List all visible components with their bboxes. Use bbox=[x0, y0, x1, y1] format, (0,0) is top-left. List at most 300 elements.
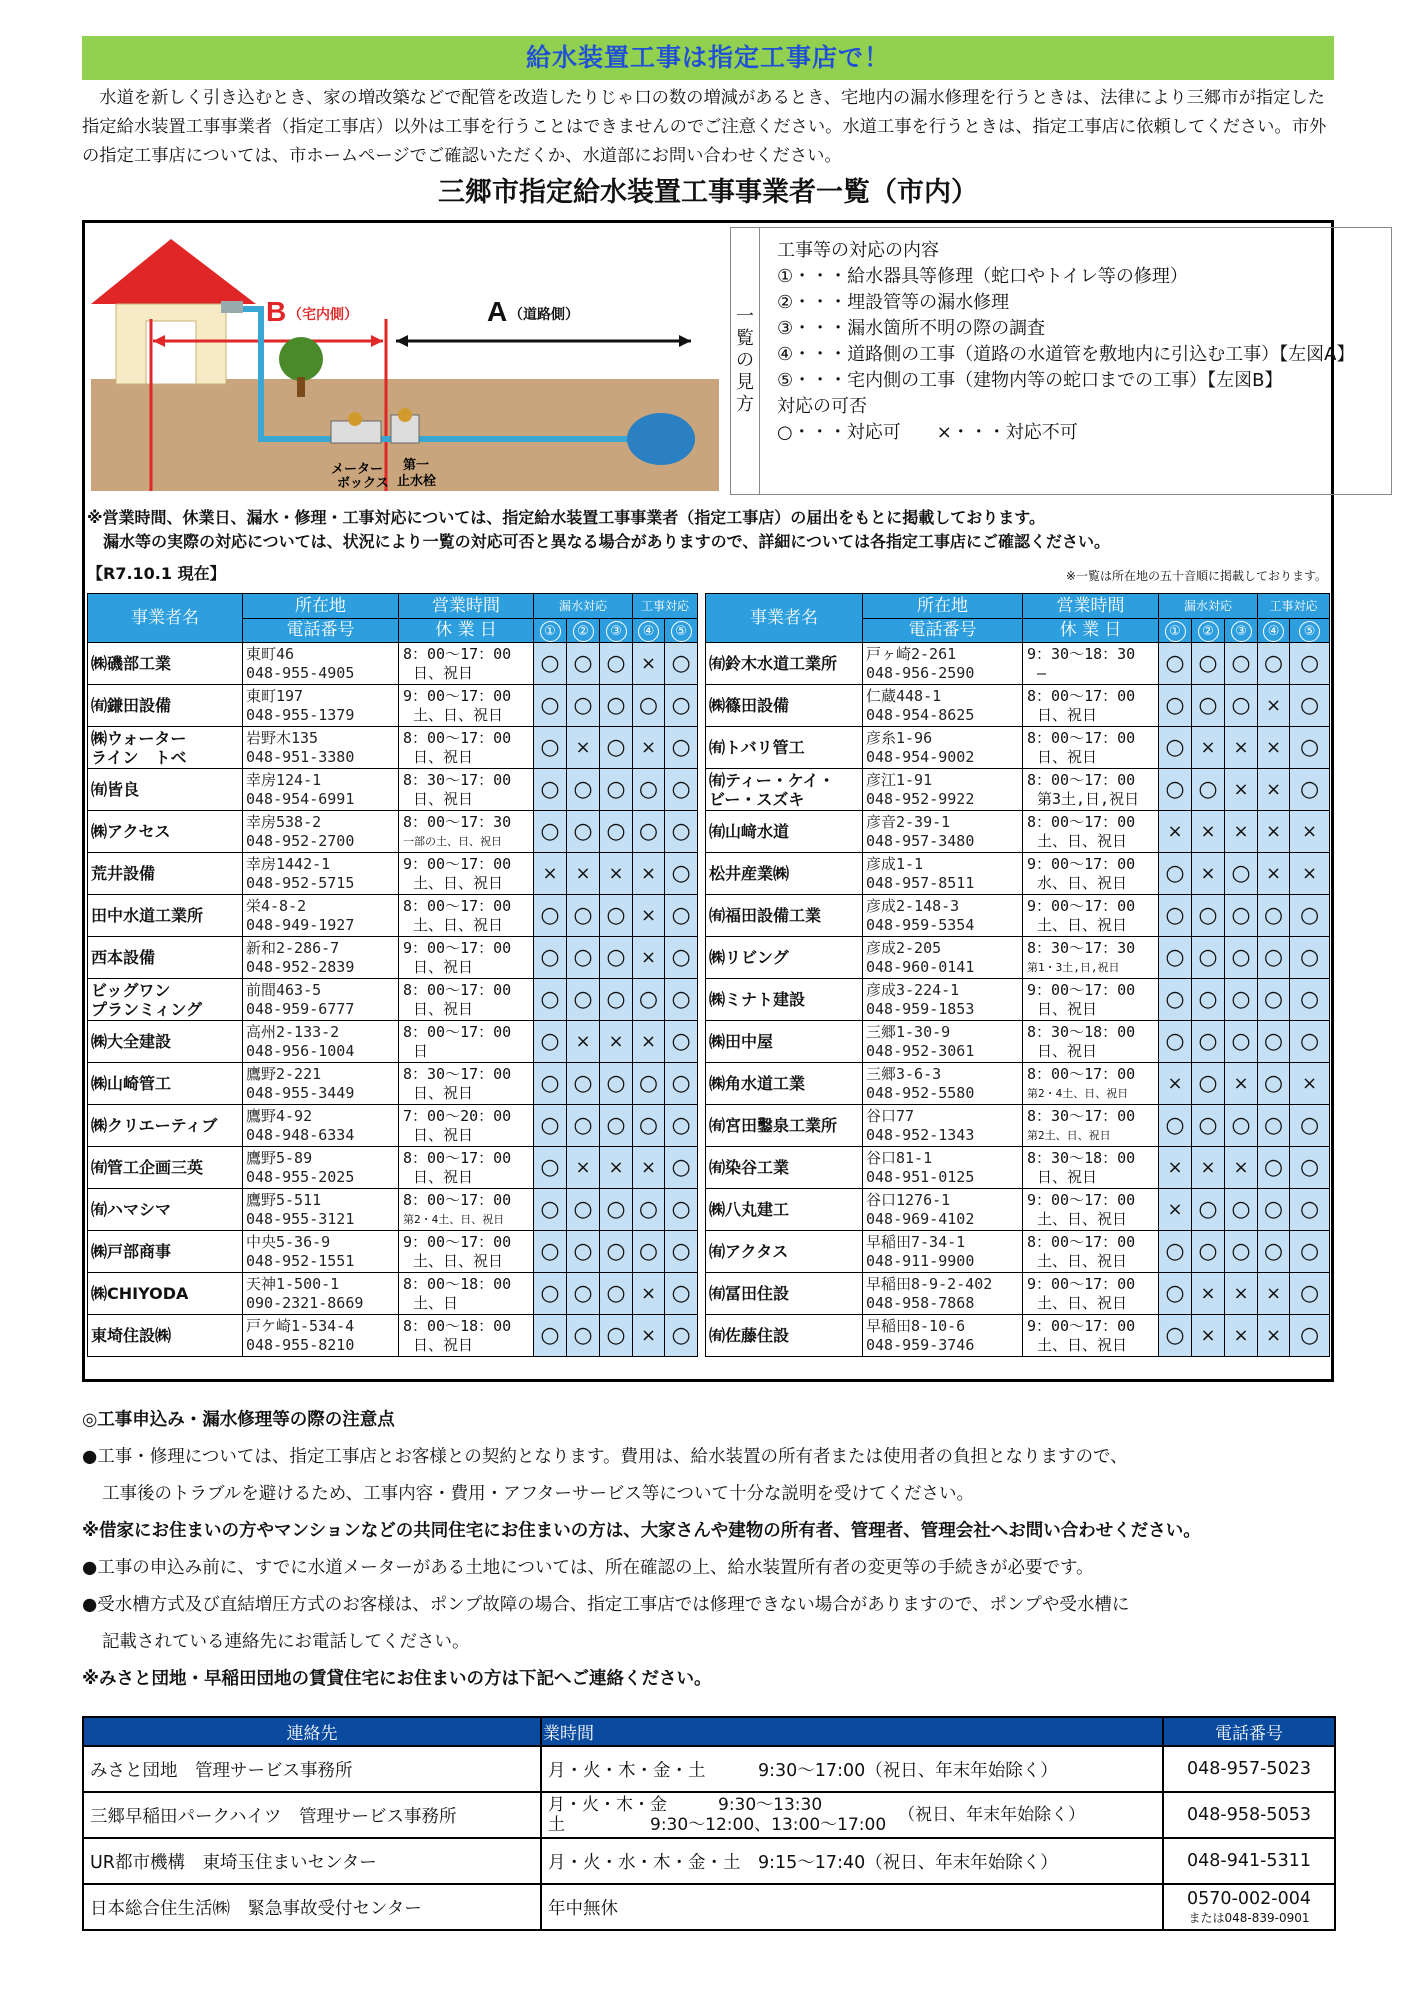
support-mark: ○ bbox=[633, 1063, 665, 1105]
contractor-name: ㈱篠田設備 bbox=[706, 685, 863, 727]
contractor-name: ㈱ミナト建設 bbox=[706, 979, 863, 1021]
support-mark: ○ bbox=[1159, 1021, 1192, 1063]
support-mark: ○ bbox=[1258, 1189, 1290, 1231]
contractor-address: 岩野木135 048-951-3380 bbox=[243, 727, 399, 769]
table-row bbox=[706, 1021, 1330, 1063]
support-mark: ○ bbox=[600, 685, 633, 727]
support-mark: ○ bbox=[567, 1189, 600, 1231]
contractor-hours: 7：00～20：00 日、祝日 bbox=[399, 1105, 534, 1147]
support-mark: ○ bbox=[1290, 1231, 1330, 1273]
contractor-address: 谷口1276-1 048-969-4102 bbox=[863, 1189, 1023, 1231]
contractor-address: 鷹野2-221 048-955-3449 bbox=[243, 1063, 399, 1105]
support-mark: × bbox=[567, 727, 600, 769]
contractor-name: ㈲宮田鑿泉工業所 bbox=[706, 1105, 863, 1147]
contractor-name: ㈲福田設備工業 bbox=[706, 895, 863, 937]
support-mark: ○ bbox=[1290, 685, 1330, 727]
contractor-address: 幸房1442-1 048-952-5715 bbox=[243, 853, 399, 895]
support-mark: ○ bbox=[1225, 685, 1258, 727]
legend-body: 工事等の対応の内容 ①・・・給水器具等修理（蛇口やトイレ等の修理） ②・・・埋設管等の漏水修理 ③・・・漏水箇所不明の際の調査 ④・・・道路側の工事（道路の水道管を敷地内に引込む工事）【左図A】 ⑤・・・宅内側の工事（建物内等の蛇口までの工事）【左図B】 対応の可否 ○・・・対応可 ×・・・対応不可 bbox=[777, 240, 1355, 443]
support-mark: ○ bbox=[600, 769, 633, 811]
support-mark: ○ bbox=[1290, 643, 1330, 685]
support-mark: × bbox=[534, 853, 567, 895]
contractor-address: 幸房124-1 048-954-6991 bbox=[243, 769, 399, 811]
sort-note: ※一覧は所在地の五十音順に掲載しております。 bbox=[1065, 569, 1327, 583]
contractor-hours: 8：00～17：00 第3土,日,祝日 bbox=[1023, 769, 1159, 811]
support-mark: ○ bbox=[600, 1189, 633, 1231]
support-mark: ○ bbox=[1225, 895, 1258, 937]
contractor-address: 高州2-133-2 048-956-1004 bbox=[243, 1021, 399, 1063]
svg-text:メーター: メーター bbox=[331, 462, 384, 477]
support-mark: × bbox=[633, 853, 665, 895]
support-mark: × bbox=[600, 1021, 633, 1063]
contractor-name: ㈱八丸建工 bbox=[706, 1189, 863, 1231]
table-row bbox=[706, 1147, 1330, 1189]
contractor-address: 谷口81-1 048-951-0125 bbox=[863, 1147, 1023, 1189]
contractor-hours: 9：00～17：00 土、日、祝日 bbox=[1023, 1189, 1159, 1231]
support-mark: ○ bbox=[1159, 769, 1192, 811]
support-mark: × bbox=[1192, 853, 1225, 895]
contractor-hours: 8：00～17：00 土、日、祝日 bbox=[1023, 811, 1159, 853]
support-mark: ○ bbox=[633, 685, 665, 727]
support-mark: ○ bbox=[665, 769, 698, 811]
as-of-date: 【R7.10.1 現在】 bbox=[87, 564, 226, 583]
support-mark: ○ bbox=[1225, 1021, 1258, 1063]
support-mark: × bbox=[1225, 1147, 1258, 1189]
table-row bbox=[706, 1231, 1330, 1273]
support-mark: ○ bbox=[1258, 1063, 1290, 1105]
support-mark: ○ bbox=[1225, 1189, 1258, 1231]
support-mark: ○ bbox=[665, 1105, 698, 1147]
support-mark: ○ bbox=[665, 1273, 698, 1315]
faucet-icon bbox=[221, 301, 243, 313]
svg-text:ボックス: ボックス bbox=[337, 476, 389, 491]
support-mark: ○ bbox=[534, 979, 567, 1021]
support-mark: × bbox=[1192, 1273, 1225, 1315]
support-mark: ○ bbox=[1258, 1147, 1290, 1189]
support-mark: ○ bbox=[665, 643, 698, 685]
contractor-hours: 8：30～17：00 日、祝日 bbox=[399, 769, 534, 811]
support-mark: × bbox=[1258, 769, 1290, 811]
support-mark: ○ bbox=[567, 895, 600, 937]
support-mark: × bbox=[633, 1147, 665, 1189]
contractor-address: 天神1-500-1 090-2321-8669 bbox=[243, 1273, 399, 1315]
contractor-address: 彦江1-91 048-952-9922 bbox=[863, 769, 1023, 811]
contractor-address: 新和2-286-7 048-952-2839 bbox=[243, 937, 399, 979]
contractor-name: ㈲染谷工業 bbox=[706, 1147, 863, 1189]
support-mark: × bbox=[1290, 811, 1330, 853]
table-row bbox=[88, 1063, 698, 1105]
contractor-hours: 9：00～17：00 土、日、祝日 bbox=[399, 1231, 534, 1273]
support-mark: × bbox=[1159, 1189, 1192, 1231]
table-row bbox=[706, 685, 1330, 727]
contractor-name: ㈱山崎管工 bbox=[88, 1063, 243, 1105]
support-mark: ○ bbox=[665, 1189, 698, 1231]
contractor-name: ㈲トバリ管工 bbox=[706, 727, 863, 769]
contractor-address: 栄4-8-2 048-949-1927 bbox=[243, 895, 399, 937]
support-mark: ○ bbox=[633, 1105, 665, 1147]
contractor-hours: 9：00～17：00 水、日、祝日 bbox=[1023, 853, 1159, 895]
contractor-name: 西本設備 bbox=[88, 937, 243, 979]
support-mark: ○ bbox=[633, 1189, 665, 1231]
support-mark: ○ bbox=[600, 1315, 633, 1357]
support-mark: × bbox=[1258, 811, 1290, 853]
support-mark: ○ bbox=[1192, 979, 1225, 1021]
support-mark: ○ bbox=[600, 1105, 633, 1147]
contractor-name: ㈱ウォーター ライン トベ bbox=[88, 727, 243, 769]
table-row bbox=[706, 895, 1330, 937]
support-mark: ○ bbox=[600, 937, 633, 979]
table-row bbox=[88, 853, 698, 895]
support-mark: ○ bbox=[1192, 1063, 1225, 1105]
support-mark: ○ bbox=[1258, 979, 1290, 1021]
table-row bbox=[88, 1021, 698, 1063]
contractor-address: 谷口77 048-952-1343 bbox=[863, 1105, 1023, 1147]
support-mark: × bbox=[633, 937, 665, 979]
contractor-name: ㈱クリエーティブ bbox=[88, 1105, 243, 1147]
table-row bbox=[706, 1189, 1330, 1231]
support-mark: ○ bbox=[1290, 1189, 1330, 1231]
table-row bbox=[706, 811, 1330, 853]
support-mark: ○ bbox=[1258, 895, 1290, 937]
contractor-address: 幸房538-2 048-952-2700 bbox=[243, 811, 399, 853]
contractor-name: 東埼住設㈱ bbox=[88, 1315, 243, 1357]
legend-box bbox=[730, 227, 1392, 495]
table-row bbox=[88, 685, 698, 727]
support-mark: ○ bbox=[1258, 643, 1290, 685]
contractor-address: 戸ケ崎1-534-4 048-955-8210 bbox=[243, 1315, 399, 1357]
support-mark: ○ bbox=[534, 1063, 567, 1105]
contractor-address: 中央5-36-9 048-952-1551 bbox=[243, 1231, 399, 1273]
contractor-name: ㈲冨田住設 bbox=[706, 1273, 863, 1315]
contractor-hours: 9：00～17：00 土、日、祝日 bbox=[1023, 1273, 1159, 1315]
contractor-hours: 9：00～17：00 土、日、祝日 bbox=[399, 853, 534, 895]
support-mark: ○ bbox=[1225, 1231, 1258, 1273]
support-mark: ○ bbox=[1192, 1231, 1225, 1273]
support-mark: ○ bbox=[665, 937, 698, 979]
housing-contacts-table: 連絡先 業時間 電話番号 みさと団地 管理サービス事務所 月・火・木・金・土 9:30～17:00（祝日、年末年始除く） 048-957-5023 三郷早稲田パークハイツ 管理サービス事務所 月・火・木・金 9:30～13:30 土 9:30～12:00、13:00～17:00 （祝日、年末年始除く） 048-958-5053 UR都市機構 東埼玉住まいセンター 月・火・水・木・金・土 9:15～17:40（祝日、年末年始除く） 048-941-5311 日本総合住生活㈱ 緊急事故受付センター 年中無休 0570-002-004 または048-839-0901 bbox=[82, 1716, 1336, 1931]
support-mark: ○ bbox=[534, 1189, 567, 1231]
support-mark: ○ bbox=[1159, 1315, 1192, 1357]
contractor-address: 鷹野5-89 048-955-2025 bbox=[243, 1147, 399, 1189]
support-mark: ○ bbox=[567, 1231, 600, 1273]
contractor-table-right: 事業者名 所在地 営業時間 漏水対応 工事対応 電話番号 休 業 日 ① ② ③ ④ ⑤ ㈲鈴木水道工業所 戸ヶ崎2-261 048-956-2590 9：30～18：30 ― ○ ○ ○ ○ ○ ㈱篠田設備 仁蔵448-1 048-954-8625 8：00～17：00 日、祝日 ○ ○ ○ × ○ ㈲トバリ管工 彦糸1-96 048-954-9002 8：00～17：00 日、祝日 ○ × × × ○ ㈲ティー・ケイ・ ビー・スズキ 彦江1-91 048-952-9922 8：00～17：00 第3土,日,祝日 ○ ○ × × ○ ㈲山﨑水道 彦音2-39-1 048-957-3480 8：00～17：00 土、日、祝日 × × × × × 松井産業㈱ 彦成1-1 048-957-8511 9：00～17：00 水、日、祝日 ○ × ○ × × ㈲福田設備工業 彦成2-148-3 048-959-5354 9：00～17：00 土、日、祝日 ○ ○ ○ ○ ○ ㈱リビング 彦成2-205 048-960-0141 8：30～17：30 第1・3土,日,祝日 ○ ○ ○ ○ ○ ㈱ミナト建設 彦成3-224-1 048-959-1853 9：00～17：00 日、祝日 ○ ○ ○ ○ ○ ㈱田中屋 三郷1-30-9 048-952-3061 8：30～18：00 日、祝日 ○ ○ ○ ○ ○ ㈱角水道工業 三郷3-6-3 048-952-5580 8：00～17：00 第2・4土、日、祝日 × ○ × ○ × ㈲宮田鑿泉工業所 谷口77 048-952-1343 8：30～17：00 第2土、日、祝日 ○ ○ ○ ○ ○ ㈲染谷工業 谷口81-1 048-951-0125 8：30～18：00 日、祝日 × × × ○ ○ ㈱八丸建工 谷口1276-1 048-969-4102 9：00～17：00 土、日、祝日 × ○ ○ ○ ○ ㈲アクタス 早稲田7-34-1 048-911-9900 8：00～17：00 土、日、祝日 ○ ○ ○ ○ ○ ㈲冨田住設 早稲田8-9-2-402 048-958-7868 9：00～17：00 土、日、祝日 ○ × × × ○ ㈲佐藤住設 早稲田8-10-6 048-959-3746 9：00～17：00 土、日、祝日 ○ × × × ○ bbox=[705, 593, 1330, 1357]
contractor-hours: 8：00～17：00 日、祝日 bbox=[399, 1147, 534, 1189]
table-row bbox=[88, 1231, 698, 1273]
contractor-hours: 8：00～18：00 土、日 bbox=[399, 1273, 534, 1315]
contractor-address: 彦成2-148-3 048-959-5354 bbox=[863, 895, 1023, 937]
contractor-name: ㈱戸部商事 bbox=[88, 1231, 243, 1273]
support-mark: ○ bbox=[1225, 979, 1258, 1021]
contractor-list-panel bbox=[82, 220, 1355, 1382]
contractor-hours: 8：00～17：00 日 bbox=[399, 1021, 534, 1063]
contractor-hours: 8：00～17：30 一部の土、日、祝日 bbox=[399, 811, 534, 853]
support-mark: ○ bbox=[665, 685, 698, 727]
table-row: 三郷早稲田パークハイツ 管理サービス事務所 月・火・木・金 9:30～13:30 土 9:30～12:00、13:00～17:00 （祝日、年末年始除く） 048-958-5053 bbox=[83, 1792, 1335, 1838]
support-mark: ○ bbox=[665, 1231, 698, 1273]
contractor-address: 彦成1-1 048-957-8511 bbox=[863, 853, 1023, 895]
support-mark: ○ bbox=[534, 1105, 567, 1147]
contractor-address: 東町46 048-955-4905 bbox=[243, 643, 399, 685]
support-mark: × bbox=[1258, 853, 1290, 895]
contractor-address: 鷹野4-92 048-948-6334 bbox=[243, 1105, 399, 1147]
support-mark: ○ bbox=[1159, 727, 1192, 769]
support-mark: ○ bbox=[1225, 1105, 1258, 1147]
contractor-address: 三郷3-6-3 048-952-5580 bbox=[863, 1063, 1023, 1105]
label-b: B bbox=[266, 296, 287, 327]
support-mark: ○ bbox=[534, 643, 567, 685]
support-mark: × bbox=[1258, 727, 1290, 769]
support-mark: × bbox=[567, 1021, 600, 1063]
support-mark: × bbox=[600, 853, 633, 895]
support-mark: ○ bbox=[1290, 1273, 1330, 1315]
support-mark: × bbox=[633, 895, 665, 937]
contractor-hours: 8：00～17：00 第2・4土、日、祝日 bbox=[1023, 1063, 1159, 1105]
support-mark: × bbox=[1192, 1147, 1225, 1189]
support-mark: ○ bbox=[600, 643, 633, 685]
support-mark: ○ bbox=[1290, 1147, 1330, 1189]
support-mark: ○ bbox=[1258, 1231, 1290, 1273]
contractor-name: 荒井設備 bbox=[88, 853, 243, 895]
support-mark: ○ bbox=[600, 895, 633, 937]
support-mark: ○ bbox=[1159, 979, 1192, 1021]
table-row bbox=[88, 643, 698, 685]
support-mark: ○ bbox=[567, 811, 600, 853]
contractor-hours: 8：30～17：00 第2土、日、祝日 bbox=[1023, 1105, 1159, 1147]
list-title: 三郷市指定給水装置工事事業者一覧（市内） bbox=[438, 177, 978, 208]
support-mark: × bbox=[1159, 1147, 1192, 1189]
table-row bbox=[706, 727, 1330, 769]
support-mark: × bbox=[1258, 1315, 1290, 1357]
support-mark: ○ bbox=[567, 1063, 600, 1105]
support-mark: ○ bbox=[665, 1063, 698, 1105]
support-mark: ○ bbox=[665, 979, 698, 1021]
label-a: A bbox=[487, 296, 508, 327]
support-mark: ○ bbox=[633, 1231, 665, 1273]
support-mark: ○ bbox=[1225, 643, 1258, 685]
contractor-name: ビッグワン プランミィング bbox=[88, 979, 243, 1021]
contractor-address: 早稲田8-10-6 048-959-3746 bbox=[863, 1315, 1023, 1357]
support-mark: ○ bbox=[534, 1147, 567, 1189]
support-mark: × bbox=[633, 643, 665, 685]
support-mark: ○ bbox=[600, 1231, 633, 1273]
contractor-name: ㈱CHIYODA bbox=[88, 1273, 243, 1315]
support-mark: ○ bbox=[1159, 685, 1192, 727]
support-mark: × bbox=[600, 1147, 633, 1189]
contractor-hours: 8：00～18：00 日、祝日 bbox=[399, 1315, 534, 1357]
support-mark: ○ bbox=[1258, 937, 1290, 979]
contractor-hours: 9：00～17：00 土、日、祝日 bbox=[1023, 1315, 1159, 1357]
contractor-address: 戸ヶ崎2-261 048-956-2590 bbox=[863, 643, 1023, 685]
support-mark: ○ bbox=[1290, 1105, 1330, 1147]
support-mark: ○ bbox=[1290, 769, 1330, 811]
support-mark: ○ bbox=[534, 769, 567, 811]
support-mark: ○ bbox=[534, 685, 567, 727]
support-mark: × bbox=[1225, 1273, 1258, 1315]
table-row bbox=[706, 853, 1330, 895]
table-row bbox=[88, 1105, 698, 1147]
support-mark: ○ bbox=[665, 727, 698, 769]
contractor-hours: 8：00～17：00 土、日、祝日 bbox=[1023, 1231, 1159, 1273]
contractor-hours: 9：00～17：00 土、日、祝日 bbox=[1023, 895, 1159, 937]
contractor-name: ㈲管工企画三英 bbox=[88, 1147, 243, 1189]
support-mark: ○ bbox=[567, 937, 600, 979]
contractor-name: ㈲アクタス bbox=[706, 1231, 863, 1273]
table-row bbox=[706, 769, 1330, 811]
support-mark: ○ bbox=[1159, 643, 1192, 685]
support-mark: × bbox=[1192, 811, 1225, 853]
support-mark: ○ bbox=[1159, 853, 1192, 895]
table-row: 日本総合住生活㈱ 緊急事故受付センター 年中無休 0570-002-004 または048-839-0901 bbox=[83, 1884, 1335, 1930]
contractor-name: ㈲鈴木水道工業所 bbox=[706, 643, 863, 685]
table-row bbox=[88, 727, 698, 769]
support-mark: × bbox=[1225, 727, 1258, 769]
support-mark: ○ bbox=[1225, 937, 1258, 979]
contractor-name: ㈱磯部工業 bbox=[88, 643, 243, 685]
support-mark: ○ bbox=[1192, 937, 1225, 979]
banner-title: 給水装置工事は指定工事店で！ bbox=[525, 43, 890, 72]
support-mark: ○ bbox=[600, 1273, 633, 1315]
contractor-name: ㈲ハマシマ bbox=[88, 1189, 243, 1231]
support-mark: ○ bbox=[534, 1315, 567, 1357]
table-row bbox=[88, 1147, 698, 1189]
contractor-hours: 8：00～17：00 日、祝日 bbox=[1023, 685, 1159, 727]
table-row bbox=[706, 1063, 1330, 1105]
support-mark: ○ bbox=[1290, 1315, 1330, 1357]
support-mark: × bbox=[567, 853, 600, 895]
support-mark: ○ bbox=[567, 643, 600, 685]
contractor-address: 東町197 048-955-1379 bbox=[243, 685, 399, 727]
support-mark: ○ bbox=[1159, 1231, 1192, 1273]
support-mark: ○ bbox=[600, 727, 633, 769]
contractor-name: ㈱大全建設 bbox=[88, 1021, 243, 1063]
support-mark: ○ bbox=[1225, 853, 1258, 895]
support-mark: × bbox=[1192, 1315, 1225, 1357]
support-mark: ○ bbox=[1290, 895, 1330, 937]
support-mark: × bbox=[1225, 1063, 1258, 1105]
contractor-address: 彦成3-224-1 048-959-1853 bbox=[863, 979, 1023, 1021]
table-row bbox=[88, 811, 698, 853]
table-row bbox=[706, 1273, 1330, 1315]
support-mark: ○ bbox=[1159, 895, 1192, 937]
house-piping-illustration bbox=[91, 229, 719, 491]
support-mark: ○ bbox=[1159, 937, 1192, 979]
contractor-hours: 9：00～17：00 土、日、祝日 bbox=[399, 685, 534, 727]
contractor-name: ㈲山﨑水道 bbox=[706, 811, 863, 853]
support-mark: ○ bbox=[534, 1273, 567, 1315]
support-mark: × bbox=[1290, 853, 1330, 895]
contractor-address: 三郷1-30-9 048-952-3061 bbox=[863, 1021, 1023, 1063]
table-row bbox=[706, 643, 1330, 685]
support-mark: ○ bbox=[1192, 685, 1225, 727]
contractor-address: 前間463-5 048-959-6777 bbox=[243, 979, 399, 1021]
contractor-address: 鷹野5-511 048-955-3121 bbox=[243, 1189, 399, 1231]
support-mark: ○ bbox=[1192, 1021, 1225, 1063]
legend-side-label: 一 覧 の 見 方 bbox=[731, 228, 760, 494]
support-mark: ○ bbox=[665, 811, 698, 853]
contractor-name: ㈱角水道工業 bbox=[706, 1063, 863, 1105]
support-mark: ○ bbox=[1290, 1021, 1330, 1063]
support-mark: ○ bbox=[665, 1147, 698, 1189]
support-mark: ○ bbox=[600, 1063, 633, 1105]
table-row bbox=[88, 1315, 698, 1357]
support-mark: ○ bbox=[1258, 1105, 1290, 1147]
table-row bbox=[706, 1315, 1330, 1357]
table-row bbox=[88, 1273, 698, 1315]
support-mark: ○ bbox=[534, 1021, 567, 1063]
support-mark: × bbox=[633, 1273, 665, 1315]
contractor-name: 松井産業㈱ bbox=[706, 853, 863, 895]
support-mark: × bbox=[1225, 769, 1258, 811]
contractor-hours: 8：30～17：30 第1・3土,日,祝日 bbox=[1023, 937, 1159, 979]
support-mark: ○ bbox=[1192, 1189, 1225, 1231]
support-mark: ○ bbox=[534, 811, 567, 853]
support-mark: ○ bbox=[567, 1315, 600, 1357]
support-mark: ○ bbox=[567, 685, 600, 727]
support-mark: ○ bbox=[534, 1231, 567, 1273]
support-mark: ○ bbox=[534, 895, 567, 937]
support-mark: ○ bbox=[633, 979, 665, 1021]
support-mark: ○ bbox=[534, 727, 567, 769]
contractor-name: ㈲鎌田設備 bbox=[88, 685, 243, 727]
support-mark: ○ bbox=[665, 853, 698, 895]
contractor-name: ㈲皆良 bbox=[88, 769, 243, 811]
support-mark: ○ bbox=[567, 979, 600, 1021]
contractor-table-left: 事業者名 所在地 営業時間 漏水対応 工事対応 電話番号 休 業 日 ① ② ③ ④ ⑤ ㈱磯部工業 東町46 048-955-4905 8：00～17：00 日、祝日 ○ ○ ○ × ○ ㈲鎌田設備 東町197 048-955-1379 9：00～17：00 土、日、祝日 ○ ○ ○ ○ ○ ㈱ウォーター ライン トベ 岩野木135 048-951-3380 8：00～17：00 日、祝日 ○ × ○ × ○ ㈲皆良 幸房124-1 048-954-6991 8：30～17：00 日、祝日 ○ ○ ○ ○ ○ ㈱アクセス 幸房538-2 048-952-2700 8：00～17：30 一部の土、日、祝日 ○ ○ ○ ○ ○ 荒井設備 幸房1442-1 048-952-5715 9：00～17：00 土、日、祝日 × × × × ○ 田中水道工業所 栄4-8-2 048-949-1927 8：00～17：00 土、日、祝日 ○ ○ ○ × ○ 西本設備 新和2-286-7 048-952-2839 9：00～17：00 日、祝日 ○ ○ ○ × ○ ビッグワン プランミィング 前間463-5 048-959-6777 8：00～17：00 日、祝日 ○ ○ ○ ○ ○ ㈱大全建設 高州2-133-2 048-956-1004 8：00～17：00 日 ○ × × × ○ ㈱山崎管工 鷹野2-221 048-955-3449 8：30～17：00 日、祝日 ○ ○ ○ ○ ○ ㈱クリエーティブ 鷹野4-92 048-948-6334 7：00～20：00 日、祝日 ○ ○ ○ ○ ○ ㈲管工企画三英 鷹野5-89 048-955-2025 8：00～17：00 日、祝日 ○ × × × ○ ㈲ハマシマ 鷹野5-511 048-955-3121 8：00～17：00 第2・4土、日、祝日 ○ ○ ○ ○ ○ ㈱戸部商事 中央5-36-9 048-952-1551 9：00～17：00 土、日、祝日 ○ ○ ○ ○ ○ ㈱CHIYODA 天神1-500-1 090-2321-8669 8：00～18：00 土、日 ○ ○ ○ × ○ 東埼住設㈱ 戸ケ崎1-534-4 048-955-8210 8：00～18：00 日、祝日 ○ ○ ○ × ○ bbox=[87, 593, 698, 1357]
precautions-title: ◎工事申込み・漏水修理等の際の注意点 bbox=[82, 1410, 395, 1430]
support-mark: ○ bbox=[1192, 1105, 1225, 1147]
contractor-name: ㈱リビング bbox=[706, 937, 863, 979]
support-mark: × bbox=[1258, 685, 1290, 727]
support-mark: × bbox=[1192, 727, 1225, 769]
support-mark: × bbox=[1159, 1063, 1192, 1105]
contractor-name: ㈱田中屋 bbox=[706, 1021, 863, 1063]
support-mark: ○ bbox=[1290, 937, 1330, 979]
contractor-address: 彦成2-205 048-960-0141 bbox=[863, 937, 1023, 979]
support-mark: × bbox=[567, 1147, 600, 1189]
support-mark: ○ bbox=[665, 895, 698, 937]
precautions: ◎工事申込み・漏水修理等の際の注意点 ●工事・修理については、指定工事店とお客様との契約となります。費用は、給水装置の所有者または使用者の負担となりますので、 工事後のトラブルを避けるため、工事内容・費用・アフターサービス等について十分な説明を受けてください。 ※借家にお住まいの方やマンションなどの共同住宅にお住まいの方は、大家さんや建物の所有者、管理者、管理会社へお問い合わせください。 ●工事の申込み前に、すでに水道メーターがある土地については、所在確認の上、給水装置所有者の変更等の手続きが必要です。 ●受水槽方式及び直結増圧方式のお客様は、ポンプ故障の場合、指定工事店では修理できない場合がありますので、ポンプや受水槽に 記載されている連絡先にお電話してください。 ※みさと団地・早稲田団地の賃貸住宅にお住まいの方は下記へご連絡ください。 bbox=[82, 1402, 1382, 1698]
contractor-name: ㈲佐藤住設 bbox=[706, 1315, 863, 1357]
support-mark: ○ bbox=[1290, 979, 1330, 1021]
contractor-hours: 8：00～17：00 日、祝日 bbox=[1023, 727, 1159, 769]
contractor-name: ㈲ティー・ケイ・ ビー・スズキ bbox=[706, 769, 863, 811]
support-mark: ○ bbox=[633, 811, 665, 853]
intro-text: 水道を新しく引き込むとき、家の増改築などで配管を改造したりじゃ口の数の増減があるとき、宅地内の漏水修理を行うときは、法律により三郷市が指定した指定給水装置工事事業者（指定工事店）以外は工事を行うことはできませんのでご注意ください。水道工事を行うときは、指定工事店に依頼してください。市外の指定工事店については、市ホームページでご確認いただくか、水道部にお問い合わせください。 bbox=[82, 88, 1327, 166]
table-row bbox=[88, 937, 698, 979]
contractor-hours: 8：30～18：00 日、祝日 bbox=[1023, 1021, 1159, 1063]
support-mark: ○ bbox=[567, 1105, 600, 1147]
support-mark: ○ bbox=[1290, 727, 1330, 769]
table-row bbox=[706, 1105, 1330, 1147]
page-banner bbox=[82, 36, 1334, 80]
contractor-hours: 9：30～18：30 ― bbox=[1023, 643, 1159, 685]
support-mark: × bbox=[1290, 1063, 1330, 1105]
support-mark: ○ bbox=[1258, 1021, 1290, 1063]
support-mark: × bbox=[1225, 1315, 1258, 1357]
table-row bbox=[88, 769, 698, 811]
contractor-hours: 9：00～17：00 日、祝日 bbox=[1023, 979, 1159, 1021]
support-mark: ○ bbox=[567, 1273, 600, 1315]
contractor-hours: 8：00～17：00 日、祝日 bbox=[399, 979, 534, 1021]
table-row bbox=[88, 1189, 698, 1231]
contractor-hours: 8：30～17：00 日、祝日 bbox=[399, 1063, 534, 1105]
contractor-address: 彦糸1-96 048-954-9002 bbox=[863, 727, 1023, 769]
support-mark: ○ bbox=[1192, 895, 1225, 937]
support-mark: ○ bbox=[1192, 769, 1225, 811]
support-mark: × bbox=[1258, 1273, 1290, 1315]
support-mark: ○ bbox=[633, 769, 665, 811]
support-mark: × bbox=[633, 1021, 665, 1063]
